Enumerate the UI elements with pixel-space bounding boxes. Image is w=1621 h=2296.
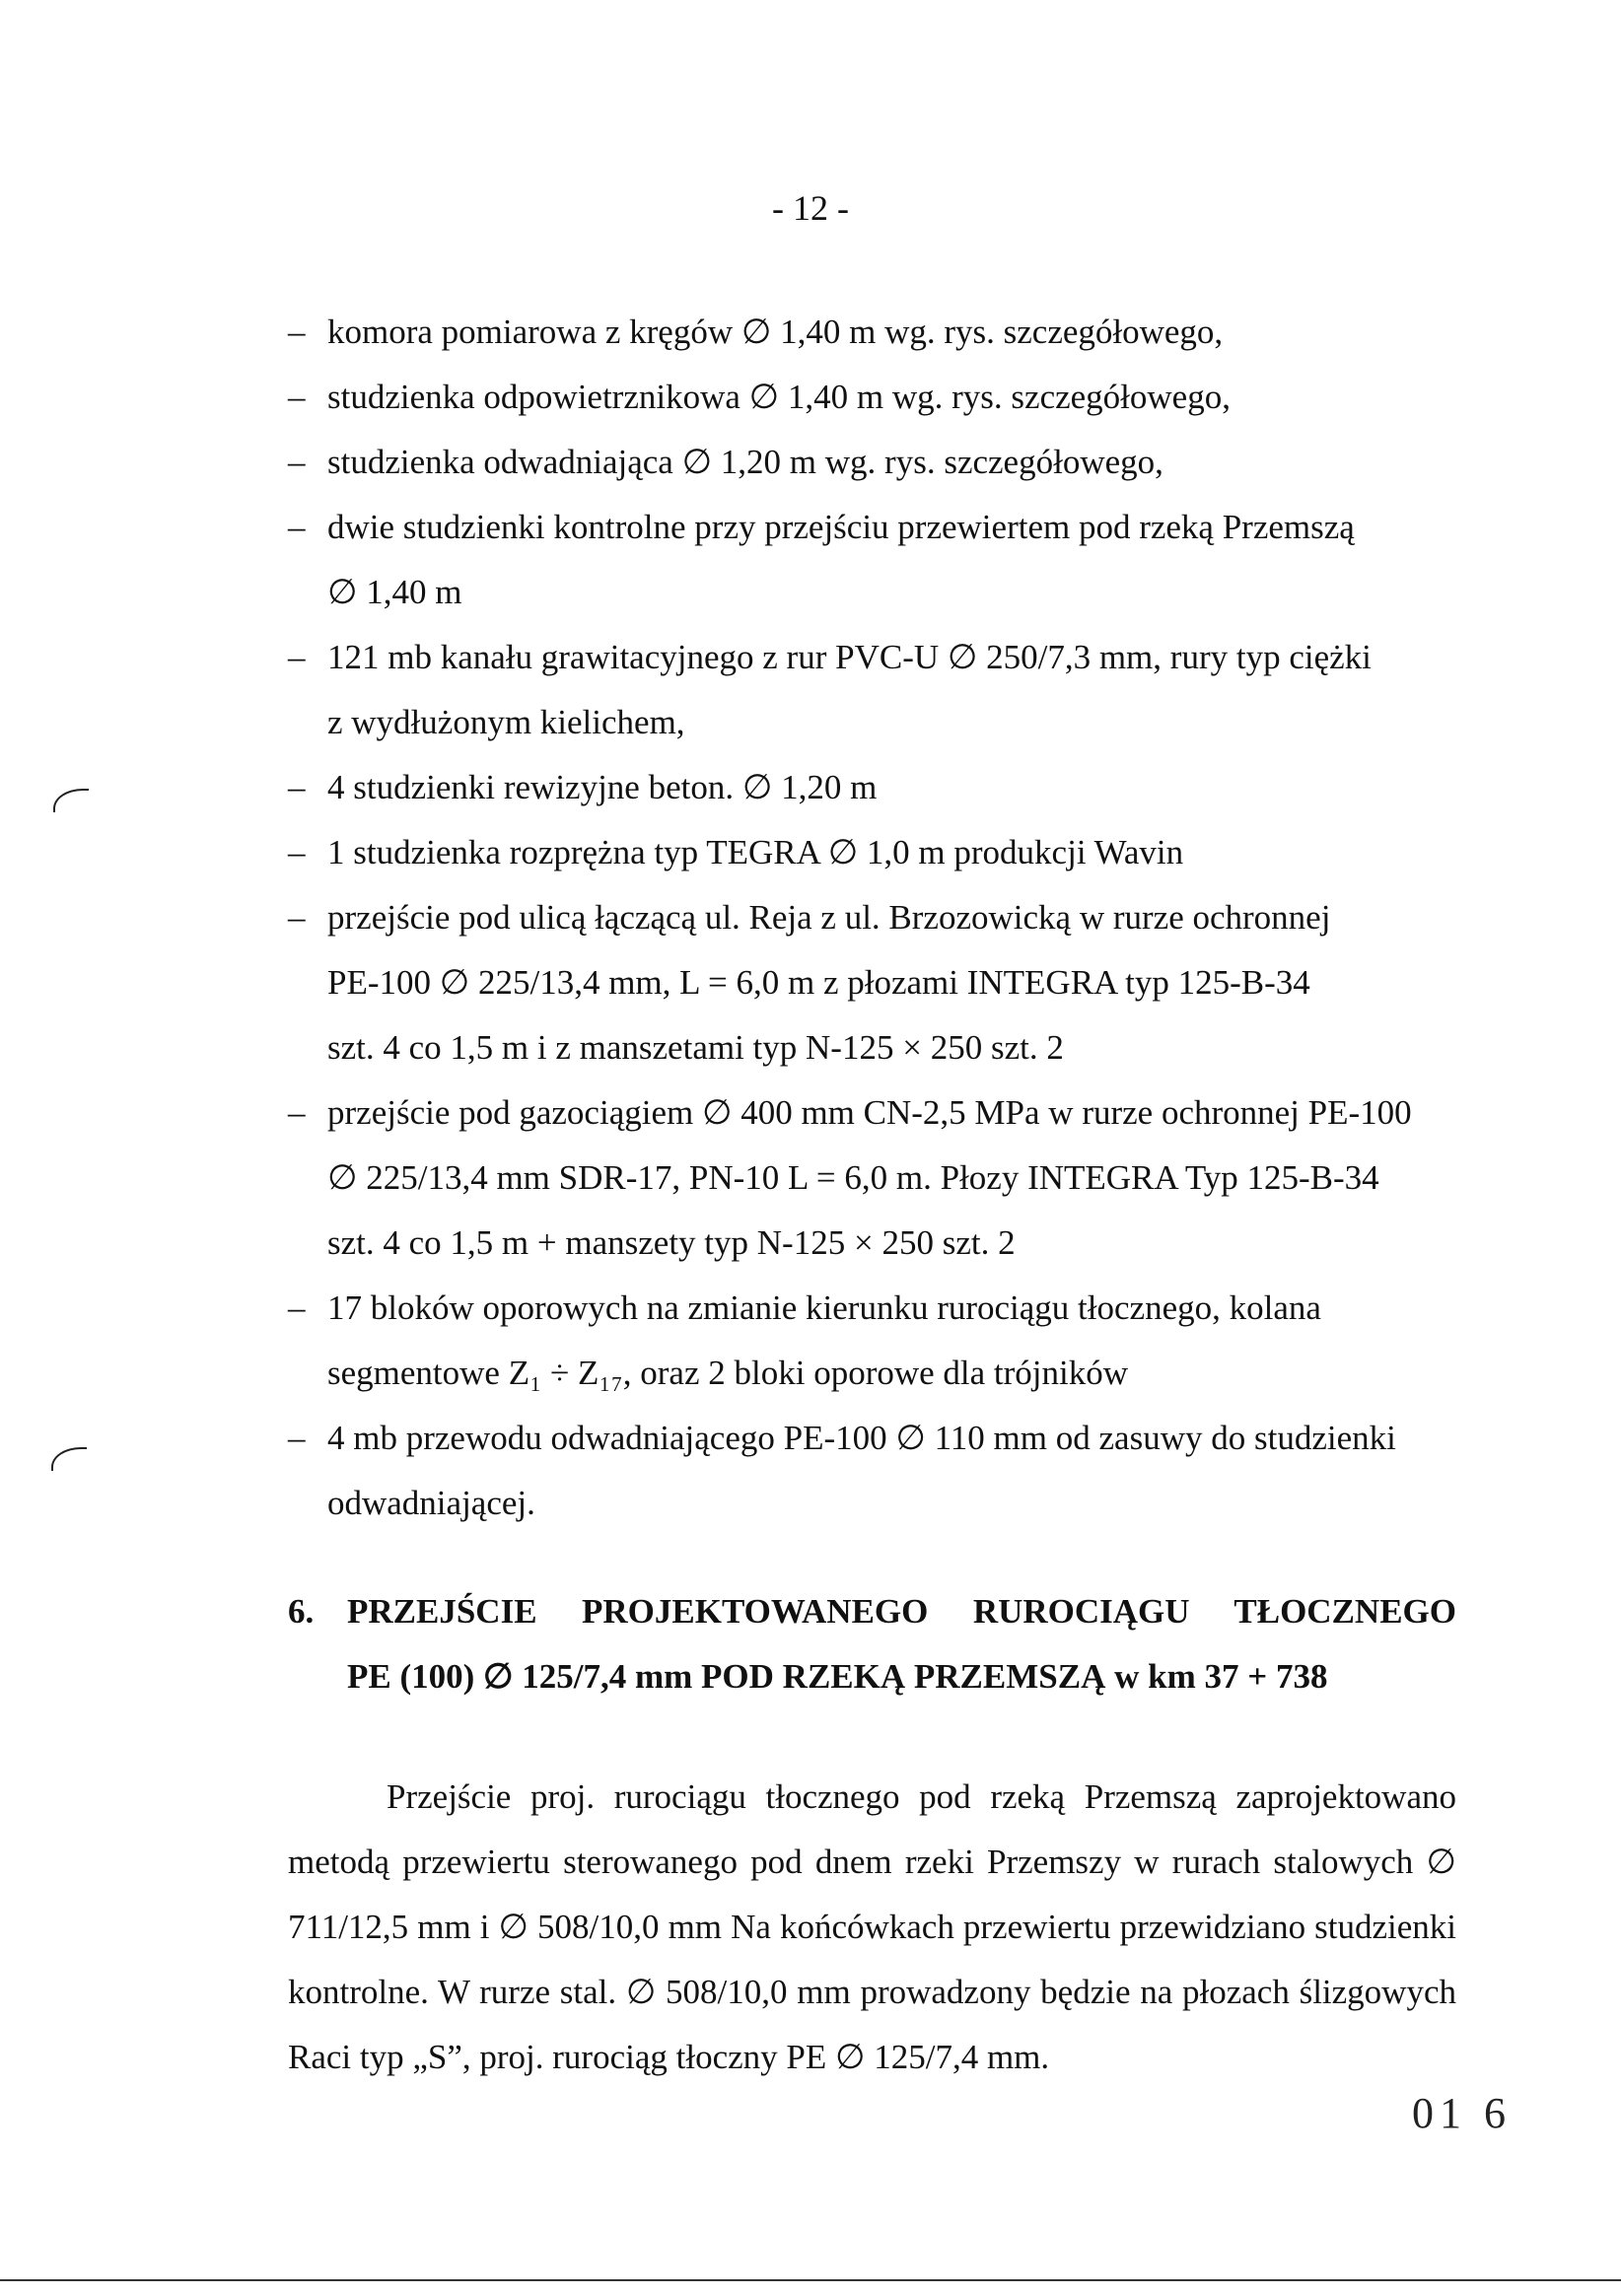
- list-item: [288, 755, 1456, 820]
- list-item-text: przejście pod gazociągiem ∅ 400 mm CN-2,5 MPa w rurze ochronnej PE-100: [327, 1093, 1412, 1132]
- page-number: - 12 -: [772, 188, 849, 228]
- list-item: [288, 430, 1456, 495]
- list-item-text: ∅ 225/13,4 mm SDR-17, PN-10 L = 6,0 m. Płozy INTEGRA Typ 125-B-34: [327, 1158, 1379, 1197]
- margin-pen-mark: [53, 789, 89, 812]
- list-item-text: studzienka odwadniająca ∅ 1,20 m wg. rys. szczegółowego,: [327, 443, 1163, 481]
- scan-edge-line: [0, 2279, 1621, 2281]
- list-item-text: przejście pod ulicą łączącą ul. Reja z ul. Brzozowicką w rurze ochronnej: [327, 898, 1331, 937]
- list-item-text: ∅ 1,40 m: [327, 573, 462, 611]
- bullet-list: [288, 300, 1456, 1536]
- bullet-dash: –: [288, 1419, 306, 1457]
- list-item: [288, 885, 1456, 1080]
- bullet-dash: –: [288, 898, 306, 937]
- list-item-text: 1 studzienka rozprężna typ TEGRA ∅ 1,0 m produkcji Wavin: [327, 833, 1184, 871]
- section-title-line-1: PRZEJŚCIE PROJEKTOWANEGO RUROCIĄGU TŁOCZNEGO: [347, 1592, 1456, 1631]
- bullet-dash: –: [288, 833, 306, 871]
- list-item-text: 4 mb przewodu odwadniającego PE-100 ∅ 110 mm od zasuwy do studzienki: [327, 1419, 1396, 1457]
- list-item: [288, 1276, 1456, 1406]
- section-title-line-2: PE (100) ∅ 125/7,4 mm POD RZEKĄ PRZEMSZĄ w km 37 + 738: [347, 1657, 1328, 1696]
- section-heading: [288, 1579, 1456, 1709]
- bullet-dash: –: [288, 313, 306, 351]
- bullet-dash: –: [288, 378, 306, 416]
- list-item: [288, 365, 1456, 430]
- bullet-dash: –: [288, 508, 306, 546]
- list-item-text: z wydłużonym kielichem,: [327, 703, 685, 741]
- list-item-text: 4 studzienki rewizyjne beton. ∅ 1,20 m: [327, 768, 878, 806]
- margin-pen-mark: [51, 1447, 87, 1471]
- list-item-text: 121 mb kanału grawitacyjnego z rur PVC-U ∅ 250/7,3 mm, rury typ ciężki: [327, 638, 1372, 676]
- list-item-text: PE-100 ∅ 225/13,4 mm, L = 6,0 m z płozami INTEGRA typ 125-B-34: [327, 963, 1310, 1002]
- list-item: [288, 625, 1456, 755]
- bullet-dash: –: [288, 768, 306, 806]
- list-item-text: segmentowe Z₁ ÷ Z₁₇, oraz 2 bloki oporowe dla trójników: [327, 1354, 1129, 1392]
- list-item-text: odwadniającej.: [327, 1484, 535, 1522]
- bullet-dash: –: [288, 443, 306, 481]
- list-item: [288, 1406, 1456, 1536]
- section-number: 6.: [288, 1592, 315, 1631]
- list-item-text: studzienka odpowietrznikowa ∅ 1,40 m wg. rys. szczegółowego,: [327, 378, 1231, 416]
- list-item-text: szt. 4 co 1,5 m + manszety typ N-125 × 250 szt. 2: [327, 1223, 1016, 1262]
- list-item: [288, 495, 1456, 625]
- list-item: [288, 820, 1456, 885]
- bullet-dash: –: [288, 638, 306, 676]
- page-stamp: 01 6: [1412, 2089, 1512, 2137]
- list-item-text: 17 bloków oporowych na zmianie kierunku rurociągu tłocznego, kolana: [327, 1288, 1321, 1327]
- bullet-dash: –: [288, 1288, 306, 1327]
- list-item-text: szt. 4 co 1,5 m i z manszetami typ N-125 × 250 szt. 2: [327, 1028, 1064, 1067]
- bullet-dash: –: [288, 1093, 306, 1132]
- list-item-text: dwie studzienki kontrolne przy przejściu przewiertem pod rzeką Przemszą: [327, 508, 1355, 546]
- list-item-text: komora pomiarowa z kręgów ∅ 1,40 m wg. rys. szczegółowego,: [327, 313, 1224, 351]
- list-item: [288, 300, 1456, 365]
- list-item: [288, 1080, 1456, 1276]
- body-paragraph: Przejście proj. rurociągu tłocznego pod rzeką Przemszą zaprojektowano metodą przewiertu sterowanego pod dnem rzeki Przemszy w rurach stalowych ∅ 711/12,5 mm i ∅ 508/10,0 mm Na końcówkach przewiertu przewidziano studzienki kontrolne. W rurze stal. ∅ 508/10,0 mm prowadzony będzie na płozach ślizgowych Raci typ „S”, proj. rurociąg tłoczny PE ∅ 125/7,4 mm.: [288, 1777, 1456, 2076]
